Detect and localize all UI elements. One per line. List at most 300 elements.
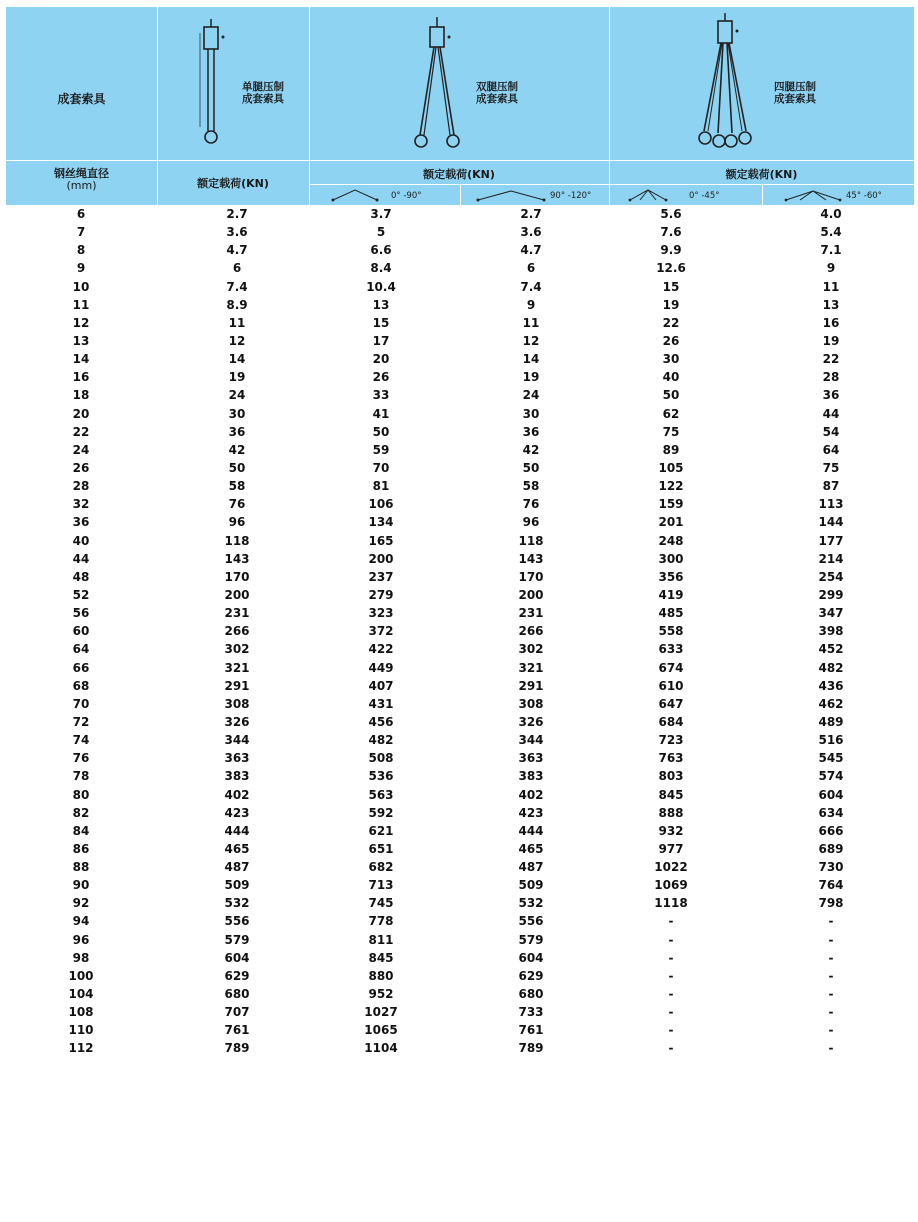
table-row: [6, 568, 914, 586]
cell-double-90-120: 12: [522, 333, 540, 348]
cell-quad-45-60: 604: [818, 787, 844, 802]
cell-diameter: 9: [76, 261, 86, 276]
cell-quad-45-60: 545: [818, 751, 844, 766]
cell-quad-0-45: 723: [658, 733, 684, 748]
cell-quad-0-45: 684: [658, 714, 684, 729]
header-diameter-unit: (mm): [66, 179, 97, 192]
table-row: [6, 713, 914, 731]
cell-single-load: 629: [224, 968, 250, 983]
table-row: [6, 332, 914, 350]
cell-double-0-90: 50: [372, 424, 390, 439]
cell-quad-45-60: 177: [818, 533, 844, 548]
cell-quad-45-60: 44: [822, 406, 840, 421]
cell-diameter: 52: [72, 587, 90, 602]
cell-quad-45-60: 9: [826, 261, 836, 276]
cell-single-load: 423: [224, 805, 250, 820]
cell-diameter: 82: [72, 805, 90, 820]
cell-quad-0-45: -: [668, 932, 674, 947]
cell-quad-45-60: 16: [822, 315, 840, 330]
cell-single-load: 556: [224, 914, 250, 929]
cell-double-90-120: 9: [526, 297, 536, 312]
cell-quad-0-45: 7.6: [660, 225, 682, 240]
cell-diameter: 6: [76, 207, 86, 221]
header-rated-load-double: 额定载荷(KN): [423, 168, 495, 181]
table-row: [6, 604, 914, 622]
table-row: [6, 550, 914, 568]
divider: [762, 185, 763, 205]
cell-double-90-120: 170: [518, 569, 544, 584]
table-row: [6, 912, 914, 930]
four-leg-label: [774, 81, 816, 105]
cell-quad-0-45: 419: [658, 587, 684, 602]
cell-quad-45-60: 482: [818, 660, 844, 675]
cell-double-90-120: 200: [518, 587, 544, 602]
table-row: [6, 1003, 914, 1021]
cell-quad-0-45: 888: [658, 805, 684, 820]
cell-quad-0-45: 19: [662, 297, 680, 312]
angle-icon-quad-narrow: [628, 188, 668, 202]
cell-quad-0-45: 558: [658, 624, 684, 639]
cell-double-90-120: 302: [518, 642, 544, 657]
double-leg-label-line1: 双腿压制: [476, 81, 518, 93]
cell-double-0-90: 651: [368, 841, 394, 856]
cell-double-0-90: 59: [372, 442, 390, 457]
cell-double-90-120: 24: [522, 388, 540, 403]
cell-quad-0-45: -: [668, 968, 674, 983]
cell-quad-45-60: -: [828, 1005, 834, 1020]
cell-double-90-120: 3.6: [520, 225, 542, 240]
cell-single-load: 36: [228, 424, 246, 439]
cell-quad-45-60: 764: [818, 878, 844, 893]
table-row: [6, 894, 914, 912]
cell-single-load: 302: [224, 642, 250, 657]
cell-quad-45-60: 730: [818, 860, 844, 875]
cell-quad-0-45: -: [668, 1005, 674, 1020]
single-leg-label-line1: 单腿压制: [242, 81, 284, 93]
cell-quad-0-45: 201: [658, 515, 684, 530]
table-row: [6, 350, 914, 368]
cell-double-90-120: 629: [518, 968, 544, 983]
cell-double-0-90: 81: [372, 479, 390, 494]
cell-double-90-120: 487: [518, 860, 544, 875]
cell-diameter: 84: [72, 823, 90, 838]
table-row: [6, 1021, 914, 1039]
cell-single-load: 6: [232, 261, 242, 276]
cell-quad-45-60: 19: [822, 333, 840, 348]
table-row: [6, 804, 914, 822]
cell-diameter: 86: [72, 841, 90, 856]
cell-double-90-120: 308: [518, 696, 544, 711]
table-row: [6, 477, 914, 495]
cell-diameter: 74: [72, 733, 90, 748]
cell-diameter: 108: [68, 1005, 94, 1020]
cell-single-load: 231: [224, 606, 250, 621]
cell-single-load: 143: [224, 551, 250, 566]
table-row: [6, 296, 914, 314]
table-row: [6, 495, 914, 513]
cell-quad-0-45: 22: [662, 315, 680, 330]
cell-diameter: 32: [72, 497, 90, 512]
cell-double-0-90: 845: [368, 950, 394, 965]
cell-quad-45-60: 689: [818, 841, 844, 856]
cell-quad-45-60: 489: [818, 714, 844, 729]
cell-quad-0-45: 485: [658, 606, 684, 621]
cell-quad-45-60: 5.4: [820, 225, 842, 240]
cell-double-90-120: 423: [518, 805, 544, 820]
cell-quad-0-45: 105: [658, 460, 684, 475]
table-row: [6, 223, 914, 241]
cell-single-load: 444: [224, 823, 250, 838]
cell-single-load: 200: [224, 587, 250, 602]
table-row: [6, 386, 914, 404]
cell-double-0-90: 1104: [364, 1041, 398, 1056]
cell-diameter: 40: [72, 533, 90, 548]
cell-double-0-90: 745: [368, 896, 394, 911]
cell-quad-0-45: 89: [662, 442, 680, 457]
cell-single-load: 42: [228, 442, 246, 457]
cell-double-90-120: 36: [522, 424, 540, 439]
divider: [6, 160, 914, 161]
table-row: [6, 423, 914, 441]
cell-double-90-120: 344: [518, 733, 544, 748]
table-row: [6, 749, 914, 767]
angle-icon-quad-wide: [784, 189, 842, 202]
cell-double-0-90: 70: [372, 460, 390, 475]
table-row: [6, 459, 914, 477]
cell-double-0-90: 33: [372, 388, 390, 403]
cell-double-90-120: 2.7: [520, 207, 542, 221]
cell-single-load: 402: [224, 787, 250, 802]
cell-single-load: 76: [228, 497, 246, 512]
table-body: [6, 205, 914, 1058]
table-row: [6, 822, 914, 840]
cell-quad-0-45: 5.6: [660, 207, 682, 221]
cell-diameter: 20: [72, 406, 90, 421]
cell-quad-45-60: 144: [818, 515, 844, 530]
cell-double-90-120: 4.7: [520, 243, 542, 258]
cell-double-0-90: 508: [368, 751, 394, 766]
cell-quad-45-60: 666: [818, 823, 844, 838]
cell-single-load: 579: [224, 932, 250, 947]
cell-diameter: 68: [72, 678, 90, 693]
cell-double-0-90: 431: [368, 696, 394, 711]
cell-single-load: 4.7: [226, 243, 248, 258]
double-leg-label: [476, 81, 518, 105]
cell-diameter: 60: [72, 624, 90, 639]
cell-double-0-90: 237: [368, 569, 394, 584]
cell-single-load: 487: [224, 860, 250, 875]
cell-diameter: 22: [72, 424, 90, 439]
table-row: [6, 241, 914, 259]
cell-quad-0-45: 159: [658, 497, 684, 512]
table-row: [6, 640, 914, 658]
cell-diameter: 8: [76, 243, 86, 258]
cell-single-load: 96: [228, 515, 246, 530]
cell-diameter: 76: [72, 751, 90, 766]
cell-diameter: 112: [68, 1041, 94, 1056]
cell-quad-45-60: 398: [818, 624, 844, 639]
cell-double-90-120: 532: [518, 896, 544, 911]
cell-quad-45-60: -: [828, 932, 834, 947]
cell-double-0-90: 3.7: [370, 207, 392, 221]
cell-double-0-90: 17: [372, 333, 390, 348]
cell-diameter: 26: [72, 460, 90, 475]
single-leg-label-line2: 成套索具: [242, 93, 284, 105]
cell-quad-45-60: 28: [822, 370, 840, 385]
cell-single-load: 3.6: [226, 225, 248, 240]
cell-quad-0-45: 12.6: [656, 261, 686, 276]
cell-diameter: 16: [72, 370, 90, 385]
table-row: [6, 259, 914, 277]
cell-single-load: 30: [228, 406, 246, 421]
cell-quad-0-45: 40: [662, 370, 680, 385]
table-row: [6, 659, 914, 677]
cell-double-90-120: 14: [522, 352, 540, 367]
cell-diameter: 100: [68, 968, 94, 983]
cell-quad-45-60: 634: [818, 805, 844, 820]
cell-double-0-90: 41: [372, 406, 390, 421]
cell-diameter: 78: [72, 769, 90, 784]
angle-double-0-90: 0° -90°: [391, 191, 422, 201]
angle-icon-double-narrow: [331, 188, 379, 202]
cell-double-90-120: 19: [522, 370, 540, 385]
cell-quad-0-45: 610: [658, 678, 684, 693]
cell-double-0-90: 13: [372, 297, 390, 312]
table-row: [6, 205, 914, 223]
cell-double-90-120: 6: [526, 261, 536, 276]
cell-quad-0-45: 647: [658, 696, 684, 711]
cell-double-90-120: 266: [518, 624, 544, 639]
cell-quad-45-60: 13: [822, 297, 840, 312]
table-row: [6, 405, 914, 423]
cell-single-load: 532: [224, 896, 250, 911]
header-rated-load-single: 额定载荷(KN): [197, 177, 269, 190]
cell-quad-45-60: 64: [822, 442, 840, 457]
cell-quad-0-45: 50: [662, 388, 680, 403]
cell-double-90-120: 76: [522, 497, 540, 512]
cell-double-0-90: 482: [368, 733, 394, 748]
cell-single-load: 291: [224, 678, 250, 693]
cell-quad-45-60: 214: [818, 551, 844, 566]
table-row: [6, 441, 914, 459]
cell-double-0-90: 952: [368, 987, 394, 1002]
cell-quad-45-60: -: [828, 950, 834, 965]
cell-quad-45-60: 436: [818, 678, 844, 693]
cell-quad-45-60: 22: [822, 352, 840, 367]
cell-quad-45-60: 798: [818, 896, 844, 911]
cell-diameter: 28: [72, 479, 90, 494]
cell-quad-0-45: 674: [658, 660, 684, 675]
cell-single-load: 509: [224, 878, 250, 893]
table-row: [6, 731, 914, 749]
table-row: [6, 532, 914, 550]
table-row: [6, 586, 914, 604]
cell-quad-0-45: 1022: [654, 860, 688, 875]
table-row: [6, 767, 914, 785]
four-leg-label-line1: 四腿压制: [774, 81, 816, 93]
cell-quad-0-45: 763: [658, 751, 684, 766]
table-row: [6, 278, 914, 296]
cell-quad-0-45: 300: [658, 551, 684, 566]
cell-double-0-90: 10.4: [366, 279, 396, 294]
cell-quad-45-60: 11: [822, 279, 840, 294]
cell-diameter: 98: [72, 950, 90, 965]
cell-quad-45-60: -: [828, 1023, 834, 1038]
cell-quad-0-45: 62: [662, 406, 680, 421]
cell-single-load: 344: [224, 733, 250, 748]
cell-diameter: 44: [72, 551, 90, 566]
cell-double-0-90: 5: [376, 225, 386, 240]
cell-single-load: 308: [224, 696, 250, 711]
cell-double-90-120: 42: [522, 442, 540, 457]
table-row: [6, 876, 914, 894]
cell-single-load: 50: [228, 460, 246, 475]
cell-double-0-90: 200: [368, 551, 394, 566]
cell-double-90-120: 11: [522, 315, 540, 330]
cell-quad-45-60: 574: [818, 769, 844, 784]
cell-diameter: 18: [72, 388, 90, 403]
cell-diameter: 96: [72, 932, 90, 947]
double-leg-sling-icon: [408, 17, 468, 152]
cell-single-load: 707: [224, 1005, 250, 1020]
cell-double-90-120: 363: [518, 751, 544, 766]
cell-double-90-120: 7.4: [520, 279, 542, 294]
cell-double-90-120: 579: [518, 932, 544, 947]
cell-single-load: 118: [224, 533, 250, 548]
cell-double-90-120: 143: [518, 551, 544, 566]
table-row: [6, 858, 914, 876]
single-leg-label: [242, 81, 284, 105]
cell-single-load: 326: [224, 714, 250, 729]
cell-double-0-90: 1027: [364, 1005, 398, 1020]
cell-double-0-90: 372: [368, 624, 394, 639]
cell-double-0-90: 713: [368, 878, 394, 893]
cell-single-load: 14: [228, 352, 246, 367]
cell-diameter: 24: [72, 442, 90, 457]
cell-quad-45-60: -: [828, 968, 834, 983]
cell-diameter: 66: [72, 660, 90, 675]
cell-single-load: 761: [224, 1023, 250, 1038]
table-row: [6, 314, 914, 332]
cell-double-0-90: 621: [368, 823, 394, 838]
header-sling-type: 成套索具: [57, 92, 106, 106]
cell-quad-0-45: 75: [662, 424, 680, 439]
cell-diameter: 110: [68, 1023, 94, 1038]
cell-double-90-120: 509: [518, 878, 544, 893]
cell-double-0-90: 536: [368, 769, 394, 784]
cell-single-load: 12: [228, 333, 246, 348]
cell-single-load: 680: [224, 987, 250, 1002]
cell-diameter: 104: [68, 987, 94, 1002]
cell-quad-0-45: 15: [662, 279, 680, 294]
cell-quad-45-60: 299: [818, 587, 844, 602]
cell-quad-0-45: -: [668, 950, 674, 965]
angle-icon-double-wide: [476, 189, 546, 202]
cell-single-load: 2.7: [226, 207, 248, 221]
cell-quad-45-60: 75: [822, 460, 840, 475]
cell-double-0-90: 6.6: [370, 243, 392, 258]
cell-double-0-90: 449: [368, 660, 394, 675]
cell-single-load: 465: [224, 841, 250, 856]
cell-quad-0-45: 1069: [654, 878, 688, 893]
cell-double-0-90: 8.4: [370, 261, 392, 276]
table-row: [6, 967, 914, 985]
table-row: [6, 677, 914, 695]
cell-double-0-90: 422: [368, 642, 394, 657]
cell-double-0-90: 811: [368, 932, 394, 947]
table-row: [6, 931, 914, 949]
cell-double-90-120: 383: [518, 769, 544, 784]
cell-double-0-90: 682: [368, 860, 394, 875]
cell-double-0-90: 279: [368, 587, 394, 602]
cell-double-0-90: 592: [368, 805, 394, 820]
cell-double-90-120: 733: [518, 1005, 544, 1020]
cell-single-load: 11: [228, 315, 246, 330]
cell-single-load: 170: [224, 569, 250, 584]
cell-double-90-120: 118: [518, 533, 544, 548]
cell-diameter: 90: [72, 878, 90, 893]
cell-diameter: 56: [72, 606, 90, 621]
table-row: [6, 985, 914, 1003]
header-diameter: 钢丝绳直径: [54, 167, 109, 180]
cell-single-load: 58: [228, 479, 246, 494]
cell-quad-45-60: 254: [818, 569, 844, 584]
cell-diameter: 36: [72, 515, 90, 530]
table-row: [6, 695, 914, 713]
cell-single-load: 8.9: [226, 297, 248, 312]
four-leg-sling-icon: [690, 13, 760, 155]
cell-diameter: 92: [72, 896, 90, 911]
cell-diameter: 14: [72, 352, 90, 367]
cell-quad-45-60: 113: [818, 497, 844, 512]
cell-quad-45-60: 87: [822, 479, 840, 494]
cell-quad-45-60: 4.0: [820, 207, 842, 221]
cell-double-0-90: 407: [368, 678, 394, 693]
cell-quad-0-45: -: [668, 914, 674, 929]
cell-diameter: 94: [72, 914, 90, 929]
cell-diameter: 88: [72, 860, 90, 875]
cell-diameter: 13: [72, 333, 90, 348]
cell-single-load: 383: [224, 769, 250, 784]
cell-diameter: 64: [72, 642, 90, 657]
cell-quad-0-45: 845: [658, 787, 684, 802]
cell-single-load: 789: [224, 1041, 250, 1056]
cell-double-90-120: 402: [518, 787, 544, 802]
angle-double-90-120: 90° -120°: [550, 191, 592, 201]
cell-single-load: 19: [228, 370, 246, 385]
cell-quad-0-45: -: [668, 1041, 674, 1056]
cell-quad-0-45: 977: [658, 841, 684, 856]
cell-quad-0-45: 633: [658, 642, 684, 657]
cell-double-90-120: 680: [518, 987, 544, 1002]
cell-single-load: 363: [224, 751, 250, 766]
cell-quad-0-45: 803: [658, 769, 684, 784]
cell-double-0-90: 323: [368, 606, 394, 621]
cell-double-90-120: 789: [518, 1041, 544, 1056]
table-row: [6, 949, 914, 967]
table-header: [6, 7, 914, 205]
cell-quad-0-45: -: [668, 1023, 674, 1038]
cell-double-90-120: 604: [518, 950, 544, 965]
cell-diameter: 70: [72, 696, 90, 711]
cell-quad-45-60: 36: [822, 388, 840, 403]
angle-quad-45-60: 45° -60°: [846, 191, 882, 201]
table-row: [6, 1039, 914, 1057]
cell-diameter: 7: [76, 225, 86, 240]
cell-double-90-120: 50: [522, 460, 540, 475]
cell-diameter: 72: [72, 714, 90, 729]
cell-quad-45-60: 347: [818, 606, 844, 621]
